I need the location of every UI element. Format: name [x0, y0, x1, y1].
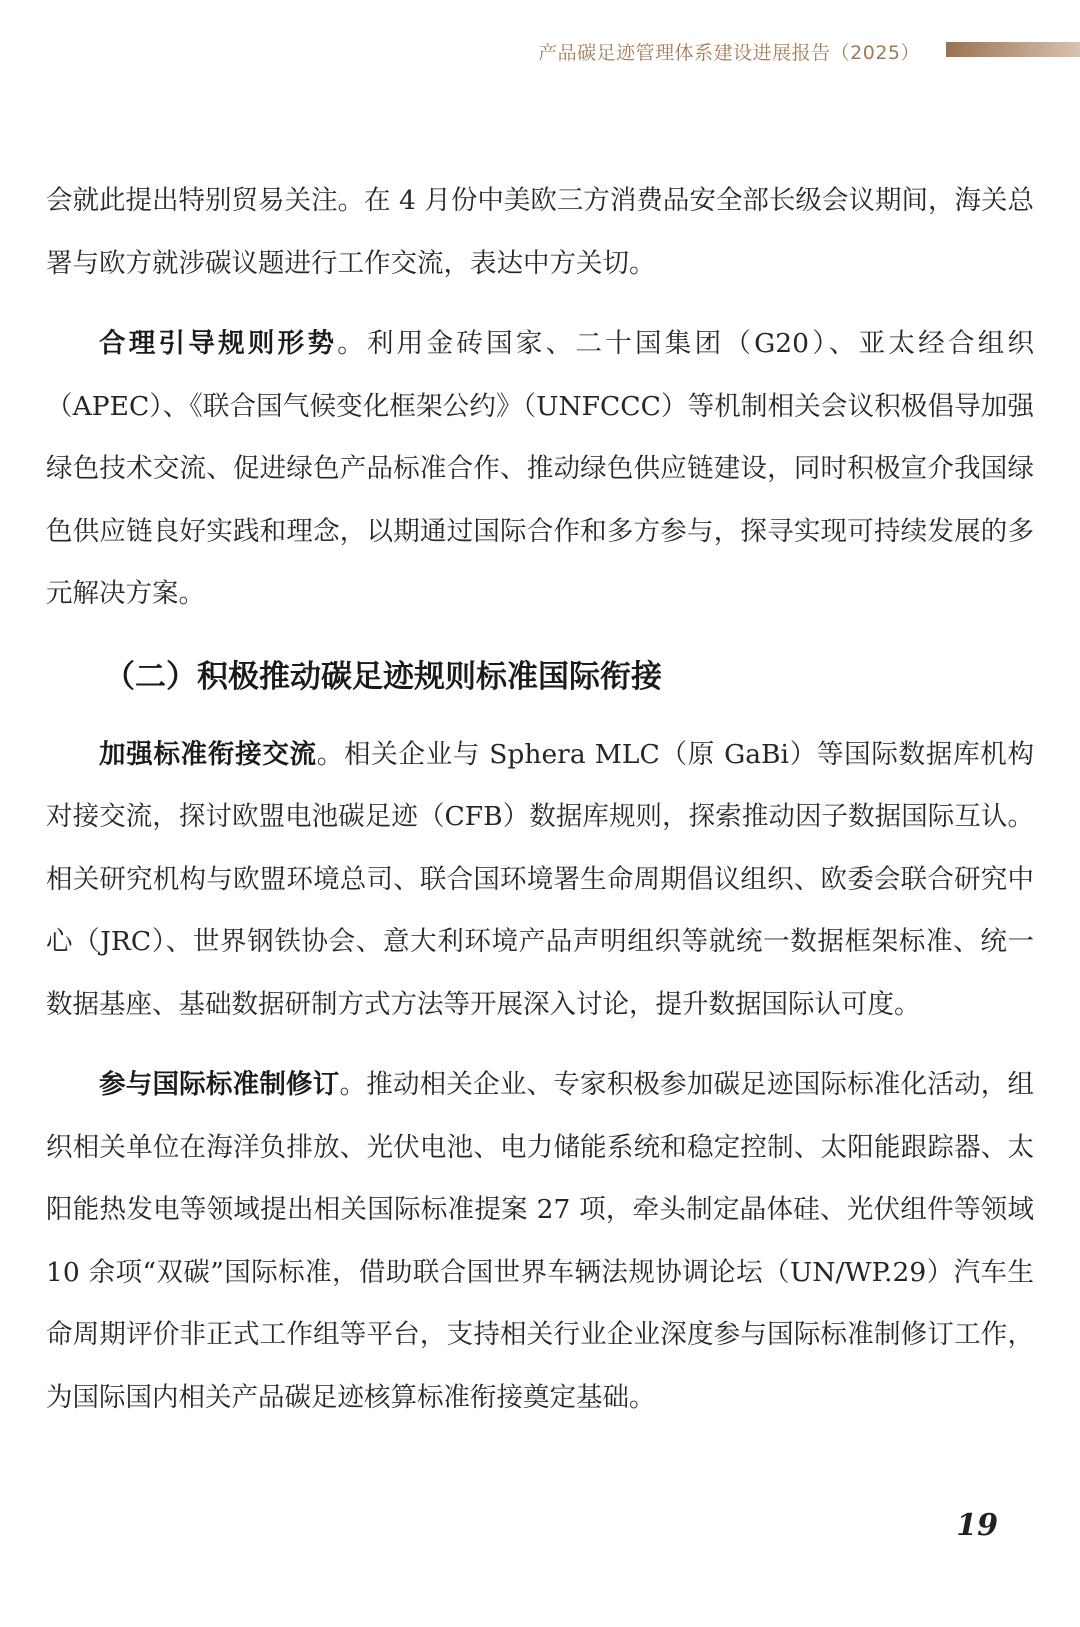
paragraph-continued: 会就此提出特别贸易关注。在 4 月份中美欧三方消费品安全部长级会议期间，海关总署与欧方就涉碳议题进行工作交流，表达中方关切。: [46, 185, 1034, 279]
running-header: [0, 36, 1080, 64]
document-body: [46, 170, 1034, 1447]
paragraph-lead: 参与国际标准制修订: [99, 1069, 340, 1100]
paragraph-text: 。相关企业与 Sphera MLC（原 GaBi）等国际数据库机构对接交流，探讨欧盟电池碳足迹（CFB）数据库规则，探索推动因子数据国际互认。相关研究机构与欧盟环境总司、联合国环境署生命周期倡议组织、欧委会联合研究中心（JRC）、世界钢铁协会、意大利环境产品声明组织等就统一数据框架标准、统一数据基座、基础数据研制方式方法等开展深入讨论，提升数据国际认可度。: [46, 738, 1035, 1020]
paragraph-international-standards: [46, 1054, 1034, 1429]
paragraph-lead: 加强标准衔接交流: [99, 738, 317, 770]
header-title: 产品碳足迹管理体系建设进展报告（2025）: [538, 42, 920, 64]
paragraph-text: 。推动相关企业、专家积极参加碳足迹国际标准化活动，组织相关单位在海洋负排放、光伏电池、电力储能系统和稳定控制、太阳能跟踪器、太阳能热发电等领域提出相关国际标准提案 27 项，牵头制定晶体硅、光伏组件等领域 10 余项“双碳”国际标准，借助联合国世界车辆法规协调论坛（UN/WP.29）汽车生命周期评价非正式工作组等平台，支持相关行业企业深度参与国际标准制修订工作，为国际国内相关产品碳足迹核算标准衔接奠定基础。: [46, 1069, 1035, 1413]
header-decorative-bar: [946, 42, 1080, 57]
section-heading: （二）积极推动碳足迹规则标准国际衔接: [104, 658, 662, 695]
paragraph-guide-rules: [46, 313, 1034, 626]
paragraph-lead: 合理引导规则形势: [99, 328, 338, 359]
paragraph-standards-exchange: [46, 724, 1034, 1037]
paragraph-text: 。利用金砖国家、二十国集团（G20）、亚太经合组织（APEC）、《联合国气候变化框架公约》（UNFCCC）等机制相关会议积极倡导加强绿色技术交流、促进绿色产品标准合作、推动绿色供应链建设，同时积极宣介我国绿色供应链良好实践和理念，以期通过国际合作和多方参与，探寻实现可持续发展的多元解决方案。: [46, 328, 1035, 609]
page-number: 19: [956, 1508, 998, 1543]
